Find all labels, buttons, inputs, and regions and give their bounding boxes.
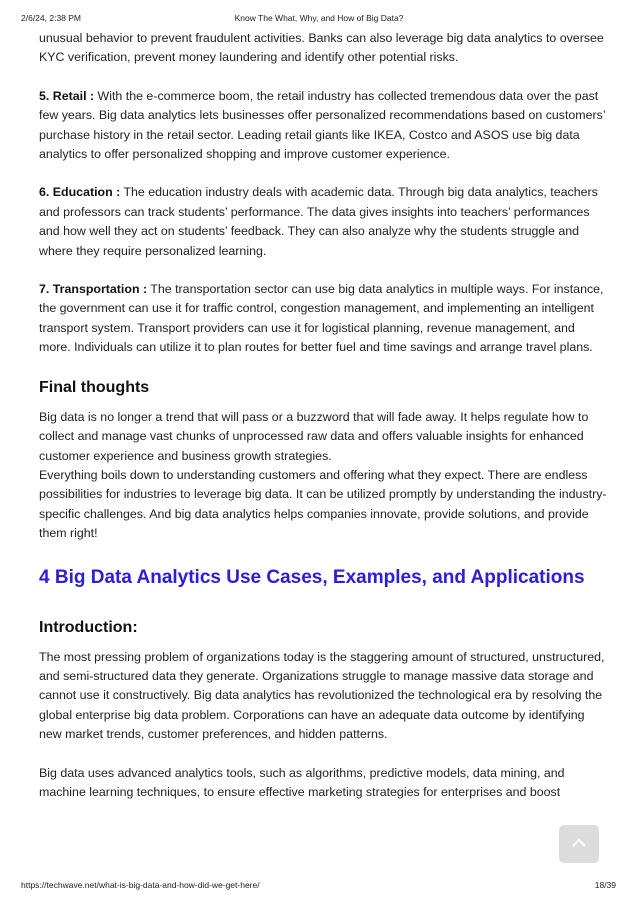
article-content (39, 29, 607, 802)
item-text: The transportation sector can use big data analytics in multiple ways. For instance, the government can use it for traffic control, congestion management, and implementing an intelligent transport system. Transport providers can use it for logistical planning, revenue management, and more. Individuals can utilize it to plan routes for better fuel and time savings and arrange travel plans. (39, 282, 604, 355)
article-heading: 4 Big Data Analytics Use Cases, Examples, and Applications (39, 566, 585, 588)
item-text: With the e-commerce boom, the retail industry has collected tremendous data over the past few years. Big data analytics lets businesses offer personalized recommendations based on customers’ purchase history in the retail sector. Leading retail giants like IKEA, Costco and ASOS use big data analytics to offer personalized shopping and improve customer experience. (39, 88, 606, 162)
scroll-to-top-button[interactable] (559, 825, 599, 863)
list-item-education (39, 183, 607, 261)
print-datetime: 2/6/24, 2:38 PM (21, 13, 82, 23)
print-header (0, 13, 638, 27)
final-thoughts-paragraph-1: Big data is no longer a trend that will pass or a buzzword that will fade away. It helps regulate how to collect and manage vast chunks of unprocessed raw data and offers valuable insights for enhanced customer experience and business growth strategies. (39, 409, 589, 463)
introduction-heading: Introduction: (39, 618, 138, 636)
final-thoughts-paragraph-2: Everything boils down to understanding customers and offering what they expect. There are endless possibilities for industries to leverage big data. It can be utilized promptly by understanding the industry-specific challenges. And big data analytics helps companies innovate, provide solutions, and provide them right! (39, 467, 607, 541)
chevron-up-icon (571, 838, 587, 848)
page-number: 18/39 (594, 880, 616, 890)
intro-fragment: unusual behavior to prevent fraudulent activities. Banks can also leverage big data analytics to oversee KYC verification, prevent money laundering and identify other potential risks. (39, 31, 604, 65)
item-label: 5. Retail : (39, 88, 95, 103)
print-page-title: Know The What, Why, and How of Big Data? (234, 13, 404, 23)
introduction-paragraph-1: The most pressing problem of organizations today is the staggering amount of structured, unstructured, and semi-structured data they generate. Organizations struggle to manage massive data storage and cannot use it constructively. Big data analytics has revolutionized the technological era by resolving the global enterprise big data problem. Corporations can have an adequate data outcome by identifying new market trends, customer preferences, and hidden patterns. (39, 649, 605, 742)
final-thoughts-heading: Final thoughts (39, 378, 150, 396)
introduction-paragraph-2: Big data uses advanced analytics tools, such as algorithms, predictive models, data mining, and machine learning techniques, to ensure effective marketing strategies for enterprises and boost (39, 765, 565, 799)
list-item-retail (39, 87, 607, 165)
item-label: 7. Transportation : (39, 282, 148, 297)
item-label: 6. Education : (39, 185, 121, 200)
item-text: The education industry deals with academic data. Through big data analytics, teachers and professors can track students’ performance. The data gives insights into teachers’ performances and how well they act on students’ feedback. They can also analyze why the students struggle and where they require personalized learning. (39, 185, 598, 258)
list-item-transportation (39, 280, 607, 358)
print-url: https://techwave.net/what-is-big-data-and-how-did-we-get-here/ (21, 880, 260, 890)
